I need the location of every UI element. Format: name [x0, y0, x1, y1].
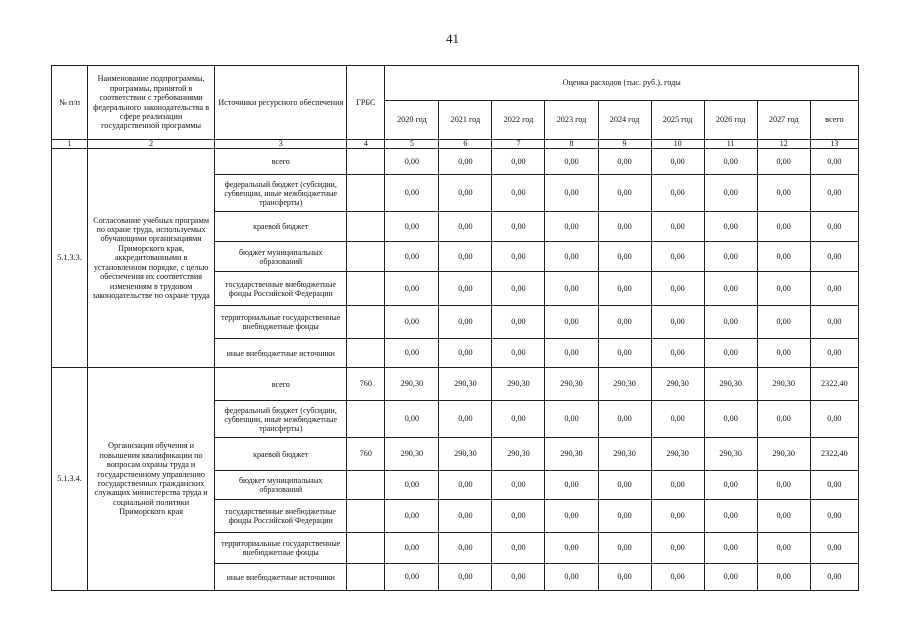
year-value: 290,30: [651, 368, 704, 401]
year-value: 0,00: [385, 471, 439, 500]
header-year: 2023 год: [545, 101, 598, 140]
item-code: 5.1.3.3.: [52, 149, 88, 368]
total-value: 0,00: [810, 242, 858, 272]
year-value: 0,00: [704, 242, 757, 272]
year-value: 0,00: [757, 339, 810, 368]
header-year: 2022 год: [492, 101, 545, 140]
year-value: 0,00: [439, 564, 492, 591]
funding-source: краевой бюджет: [215, 212, 347, 242]
column-number: 7: [492, 140, 545, 149]
column-number: 1: [52, 140, 88, 149]
funding-source: федеральный бюджет (субсидии, субвенции, иные межбюджетные трансферты): [215, 175, 347, 212]
year-value: 0,00: [757, 175, 810, 212]
year-value: 0,00: [439, 242, 492, 272]
column-number: 9: [598, 140, 651, 149]
funding-source: иные внебюджетные источники: [215, 339, 347, 368]
year-value: 0,00: [757, 471, 810, 500]
funding-source: территориальные государственные внебюджетные фонды: [215, 306, 347, 339]
header-year: 2021 год: [439, 101, 492, 140]
year-value: 0,00: [651, 175, 704, 212]
year-value: 0,00: [385, 272, 439, 306]
year-value: 0,00: [545, 212, 598, 242]
funding-source: всего: [215, 368, 347, 401]
year-value: 0,00: [757, 500, 810, 533]
year-value: 0,00: [651, 471, 704, 500]
column-number: 6: [439, 140, 492, 149]
year-value: 0,00: [545, 272, 598, 306]
year-value: 0,00: [545, 401, 598, 438]
year-value: 0,00: [492, 272, 545, 306]
grbs-code: 760: [347, 438, 385, 471]
year-value: 0,00: [704, 471, 757, 500]
year-value: 0,00: [757, 212, 810, 242]
year-value: 0,00: [704, 272, 757, 306]
header-year: 2027 год: [757, 101, 810, 140]
grbs-code: [347, 272, 385, 306]
year-value: 0,00: [704, 212, 757, 242]
total-value: 0,00: [810, 471, 858, 500]
column-number: 4: [347, 140, 385, 149]
year-value: 290,30: [439, 368, 492, 401]
year-value: 290,30: [545, 438, 598, 471]
year-value: 0,00: [439, 339, 492, 368]
year-value: 0,00: [385, 564, 439, 591]
year-value: 0,00: [545, 471, 598, 500]
year-value: 0,00: [439, 272, 492, 306]
funding-source: бюджет муниципальных образований: [215, 471, 347, 500]
column-numbers-row: [52, 140, 859, 149]
year-value: 0,00: [545, 306, 598, 339]
total-value: 0,00: [810, 533, 858, 564]
column-number: 8: [545, 140, 598, 149]
total-value: 0,00: [810, 149, 858, 175]
year-value: 290,30: [704, 438, 757, 471]
table-row: [52, 368, 859, 401]
year-value: 290,30: [439, 438, 492, 471]
year-value: 0,00: [492, 533, 545, 564]
funding-source: территориальные государственные внебюджетные фонды: [215, 533, 347, 564]
funding-source: государственные внебюджетные фонды Российской Федерации: [215, 500, 347, 533]
year-value: 0,00: [651, 500, 704, 533]
table-row: [52, 149, 859, 175]
year-value: 0,00: [545, 339, 598, 368]
year-value: 0,00: [385, 306, 439, 339]
header-row-top: [52, 66, 859, 101]
grbs-code: [347, 306, 385, 339]
header-expense-estimate: Оценка расходов (тыс. руб.), годы: [385, 66, 859, 101]
year-value: 0,00: [704, 533, 757, 564]
grbs-code: [347, 500, 385, 533]
year-value: 0,00: [757, 564, 810, 591]
year-value: 0,00: [757, 272, 810, 306]
year-value: 0,00: [439, 212, 492, 242]
year-value: 0,00: [598, 401, 651, 438]
year-value: 0,00: [598, 306, 651, 339]
grbs-code: [347, 564, 385, 591]
total-value: 0,00: [810, 272, 858, 306]
year-value: 290,30: [385, 368, 439, 401]
year-value: 290,30: [757, 368, 810, 401]
year-value: 0,00: [439, 500, 492, 533]
funding-source: иные внебюджетные источники: [215, 564, 347, 591]
year-value: 0,00: [492, 175, 545, 212]
year-value: 290,30: [492, 438, 545, 471]
header-year: 2025 год: [651, 101, 704, 140]
year-value: 0,00: [651, 339, 704, 368]
header-source: Источники ресурсного обеспечения: [215, 66, 347, 140]
year-value: 0,00: [598, 533, 651, 564]
year-value: 0,00: [598, 564, 651, 591]
year-value: 0,00: [492, 242, 545, 272]
column-number: 12: [757, 140, 810, 149]
year-value: 290,30: [598, 368, 651, 401]
year-value: 0,00: [757, 533, 810, 564]
grbs-code: [347, 533, 385, 564]
year-value: 0,00: [651, 533, 704, 564]
year-value: 0,00: [651, 306, 704, 339]
grbs-code: [347, 212, 385, 242]
year-value: 0,00: [492, 339, 545, 368]
year-value: 0,00: [385, 212, 439, 242]
year-value: 0,00: [492, 212, 545, 242]
total-value: 0,00: [810, 564, 858, 591]
year-value: 0,00: [598, 339, 651, 368]
grbs-code: [347, 339, 385, 368]
funding-source: государственные внебюджетные фонды Российской Федерации: [215, 272, 347, 306]
year-value: 0,00: [704, 175, 757, 212]
year-value: 0,00: [651, 212, 704, 242]
year-value: 0,00: [439, 306, 492, 339]
page-number: 41: [446, 31, 459, 46]
total-value: 0,00: [810, 212, 858, 242]
year-value: 0,00: [598, 212, 651, 242]
grbs-code: 760: [347, 368, 385, 401]
year-value: 290,30: [492, 368, 545, 401]
year-value: 0,00: [439, 533, 492, 564]
item-code: 5.1.3.4.: [52, 368, 88, 591]
year-value: 0,00: [757, 149, 810, 175]
year-value: 0,00: [545, 175, 598, 212]
grbs-code: [347, 149, 385, 175]
year-value: 0,00: [598, 175, 651, 212]
year-value: 0,00: [492, 564, 545, 591]
header-year: 2024 год: [598, 101, 651, 140]
year-value: 0,00: [545, 533, 598, 564]
grbs-code: [347, 242, 385, 272]
year-value: 0,00: [598, 242, 651, 272]
budget-table: [51, 65, 859, 591]
funding-source: бюджет муниципальных образований: [215, 242, 347, 272]
year-value: 0,00: [385, 401, 439, 438]
total-value: 0,00: [810, 500, 858, 533]
year-value: 0,00: [545, 242, 598, 272]
year-value: 0,00: [385, 533, 439, 564]
funding-source: всего: [215, 149, 347, 175]
year-value: 0,00: [545, 149, 598, 175]
year-value: 0,00: [757, 401, 810, 438]
grbs-code: [347, 175, 385, 212]
year-value: 0,00: [492, 401, 545, 438]
header-grbs: ГРБС: [347, 66, 385, 140]
year-value: 0,00: [651, 149, 704, 175]
year-value: 0,00: [385, 175, 439, 212]
year-value: 0,00: [492, 306, 545, 339]
year-value: 0,00: [651, 401, 704, 438]
year-value: 0,00: [704, 401, 757, 438]
year-value: 0,00: [545, 500, 598, 533]
column-number: 5: [385, 140, 439, 149]
grbs-code: [347, 471, 385, 500]
total-value: 2322,40: [810, 368, 858, 401]
header-year: 2020 год: [385, 101, 439, 140]
year-value: 0,00: [704, 339, 757, 368]
total-value: 0,00: [810, 401, 858, 438]
year-value: 290,30: [545, 368, 598, 401]
year-value: 0,00: [439, 149, 492, 175]
item-name: Согласование учебных программ по охране труда, используемых обучающими организациями Приморского края, аккредитованными в установленном порядке, с целью обеспечения их соответствия изменениям в трудовом законодательстве по охране труда: [88, 149, 215, 368]
column-number: 3: [215, 140, 347, 149]
year-value: 0,00: [651, 272, 704, 306]
header-num: № п/п: [52, 66, 88, 140]
year-value: 0,00: [439, 471, 492, 500]
year-value: 0,00: [439, 175, 492, 212]
header-total: всего: [810, 101, 858, 140]
year-value: 0,00: [598, 500, 651, 533]
year-value: 0,00: [598, 471, 651, 500]
column-number: 10: [651, 140, 704, 149]
year-value: 290,30: [651, 438, 704, 471]
header-year: 2026 год: [704, 101, 757, 140]
year-value: 0,00: [651, 564, 704, 591]
year-value: 290,30: [598, 438, 651, 471]
year-value: 0,00: [704, 500, 757, 533]
year-value: 0,00: [704, 149, 757, 175]
column-number: 13: [810, 140, 858, 149]
year-value: 0,00: [492, 500, 545, 533]
funding-source: краевой бюджет: [215, 438, 347, 471]
grbs-code: [347, 401, 385, 438]
total-value: 2322,40: [810, 438, 858, 471]
year-value: 0,00: [598, 149, 651, 175]
year-value: 0,00: [385, 149, 439, 175]
year-value: 0,00: [439, 401, 492, 438]
year-value: 0,00: [757, 242, 810, 272]
year-value: 0,00: [598, 272, 651, 306]
year-value: 290,30: [757, 438, 810, 471]
year-value: 0,00: [704, 564, 757, 591]
item-name: Организация обучения и повышения квалификации по вопросам охраны труда и государственному управлению государственных гражданских служащих министерства труда и социальной политики Приморского края: [88, 368, 215, 591]
column-number: 11: [704, 140, 757, 149]
year-value: 0,00: [385, 500, 439, 533]
total-value: 0,00: [810, 339, 858, 368]
column-number: 2: [88, 140, 215, 149]
year-value: 0,00: [545, 564, 598, 591]
year-value: 0,00: [385, 242, 439, 272]
year-value: 0,00: [385, 339, 439, 368]
year-value: 290,30: [704, 368, 757, 401]
year-value: 0,00: [757, 306, 810, 339]
total-value: 0,00: [810, 306, 858, 339]
total-value: 0,00: [810, 175, 858, 212]
year-value: 290,30: [385, 438, 439, 471]
year-value: 0,00: [492, 149, 545, 175]
funding-source: федеральный бюджет (субсидии, субвенции, иные межбюджетные трансферты): [215, 401, 347, 438]
year-value: 0,00: [704, 306, 757, 339]
year-value: 0,00: [651, 242, 704, 272]
year-value: 0,00: [492, 471, 545, 500]
header-program-name: Наименование подпрограммы, программы, принятой в соответствии с требованиями федерального законодательства в сфере реализации государственной программы: [88, 66, 215, 140]
